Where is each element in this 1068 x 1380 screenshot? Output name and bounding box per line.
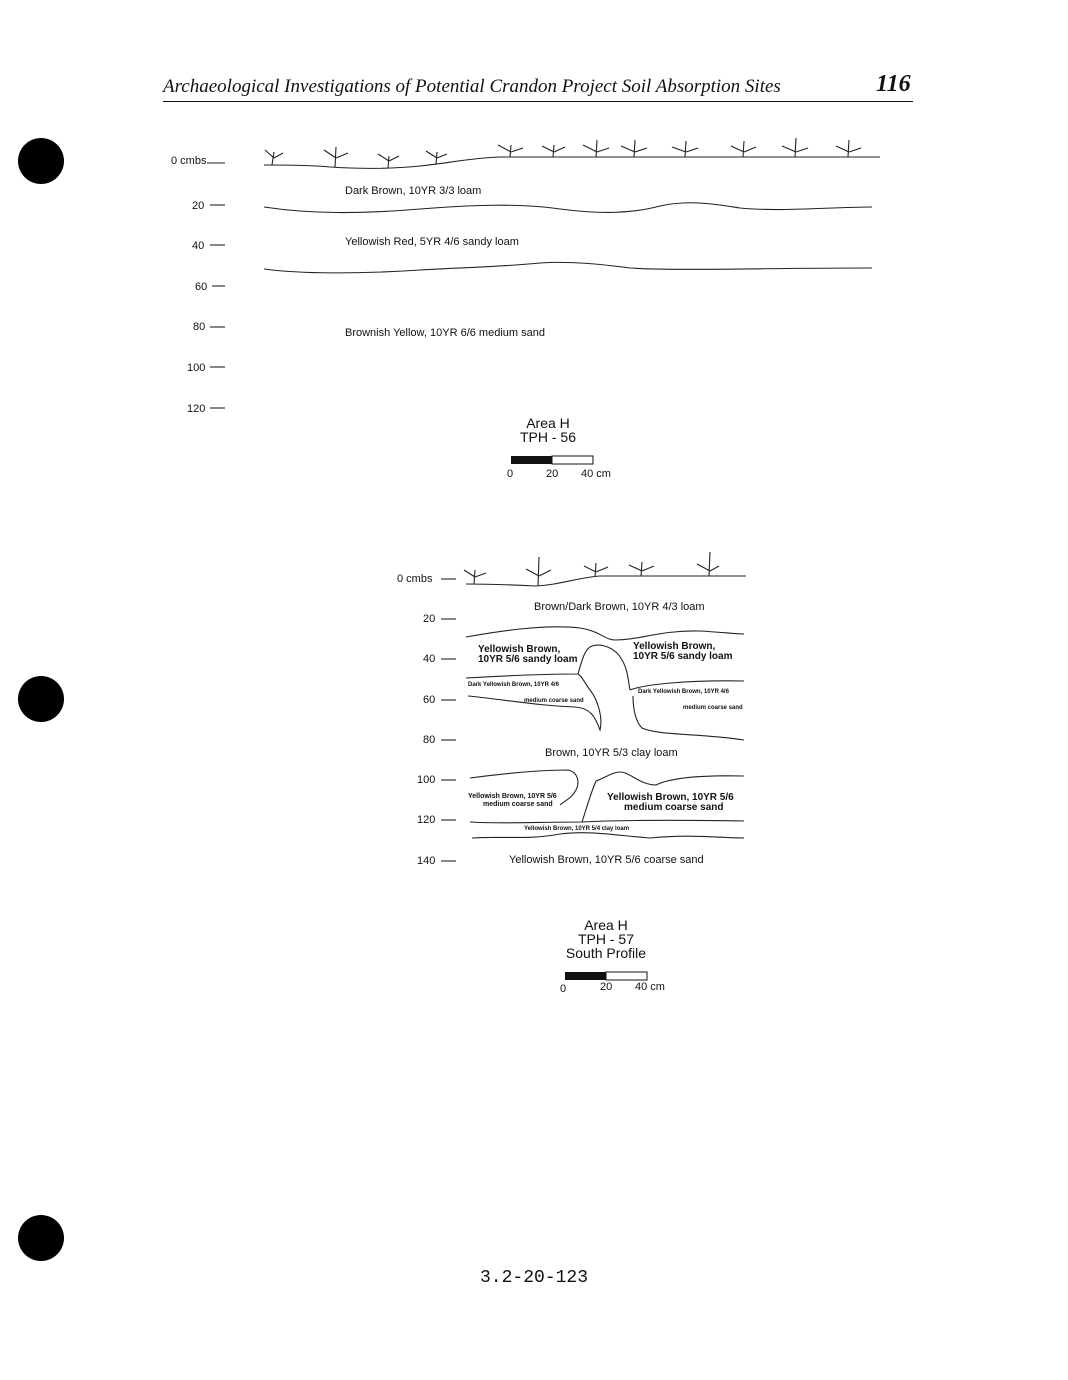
scale-bar-tph56 <box>507 456 611 480</box>
layer-label-dyb-left: medium coarse sand <box>524 698 584 704</box>
header-page-number: 116 <box>876 71 911 97</box>
layer-label-brown-dark-brown: Brown/Dark Brown, 10YR 4/3 loam <box>534 601 705 613</box>
header-title: Archaeological Investigations of Potential Crandon Project Soil Absorption Sites <box>163 76 781 97</box>
depth-label: 80 <box>423 734 436 746</box>
depth-label: 20 <box>423 613 436 625</box>
ground-surface-tph56 <box>264 157 880 168</box>
footer-document-code: 3.2-20-123 <box>479 1268 589 1288</box>
layer-label-ybmc-right: medium coarse sand <box>624 802 724 813</box>
scale-label: 20 <box>600 981 613 993</box>
layer-label-yb-right: 10YR 5/6 sandy loam <box>633 651 733 662</box>
caption-area-tph56: Area H <box>526 415 570 431</box>
wedge-boundary <box>582 781 596 822</box>
layer-boundary-2-tph56 <box>264 262 872 273</box>
caption-area-tph57: Area H <box>584 917 628 933</box>
layer-boundary-loam <box>466 627 744 640</box>
caption-profile-tph57: South Profile <box>565 945 647 961</box>
ground-surface-tph57 <box>466 576 746 586</box>
scale-label: 0 <box>560 983 567 995</box>
layer-boundary-clay-loam-right <box>596 772 744 785</box>
depth-label: 40 <box>423 653 436 665</box>
layer-label-thin-band: Yellowish Brown, 10YR 5/4 clay loam <box>524 826 630 832</box>
depth-label: 0 cmbs <box>397 573 433 585</box>
caption-id-tph56: TPH - 56 <box>519 429 577 445</box>
layer-label-yb-right: Yellowish Brown, <box>633 641 716 652</box>
grass-tufts-tph56 <box>265 138 861 168</box>
layer-label-ybmc-left: Yellowish Brown, 10YR 5/6 <box>468 793 557 800</box>
layer-label-ybmc-right: Yellowish Brown, 10YR 5/6 <box>607 792 734 803</box>
depth-label: 120 <box>417 814 436 826</box>
layer-label-yb-left: Yellowish Brown, <box>478 644 561 655</box>
depth-label: 100 <box>417 774 436 786</box>
layer-boundary-1-tph56 <box>264 203 872 213</box>
layer-label-ybmc-left: medium coarse sand <box>483 801 553 808</box>
layer-label-dyb-right: medium coarse sand <box>683 705 743 711</box>
layer-label-dark-brown: Dark Brown, 10YR 3/3 loam <box>345 185 482 197</box>
dyb-lower-right <box>633 696 744 740</box>
scale-label: 20 <box>546 468 559 480</box>
scale-bar-tph57 <box>560 972 665 995</box>
layer-label-yb-left: 10YR 5/6 sandy loam <box>478 654 578 665</box>
layer-label-dyb-right: Dark Yellowish Brown, 10YR 4/6 <box>638 689 729 695</box>
depth-label: 0 cmbs <box>171 155 207 167</box>
depth-label: 60 <box>423 694 436 706</box>
depth-label: 100 <box>187 362 206 374</box>
layer-label-bottom-coarse-sand: Yellowish Brown, 10YR 5/6 coarse sand <box>509 854 704 866</box>
layer-label-brownish-yellow: Brownish Yellow, 10YR 6/6 medium sand <box>345 327 545 339</box>
depth-label: 120 <box>187 403 206 415</box>
scale-label: 40 cm <box>581 468 611 480</box>
layer-label-brown-clay-loam: Brown, 10YR 5/3 clay loam <box>545 747 678 759</box>
grass-tufts-tph57 <box>464 552 719 586</box>
thin-band-bottom <box>472 833 744 838</box>
depth-label: 140 <box>417 855 436 867</box>
caption-id-tph57: TPH - 57 <box>577 931 635 947</box>
thin-band-top <box>470 820 744 823</box>
depth-label: 60 <box>195 281 208 293</box>
depth-label: 20 <box>192 200 205 212</box>
depth-scale-tph57 <box>397 573 456 867</box>
layer-label-dyb-left: Dark Yellowish Brown, 10YR 4/6 <box>468 682 559 688</box>
depth-scale-tph56 <box>171 155 225 415</box>
scale-label: 0 <box>507 468 514 480</box>
depth-label: 40 <box>192 240 205 252</box>
depth-label: 80 <box>193 321 206 333</box>
scale-label: 40 cm <box>635 981 665 993</box>
layer-label-yellowish-red: Yellowish Red, 5YR 4/6 sandy loam <box>345 236 519 248</box>
